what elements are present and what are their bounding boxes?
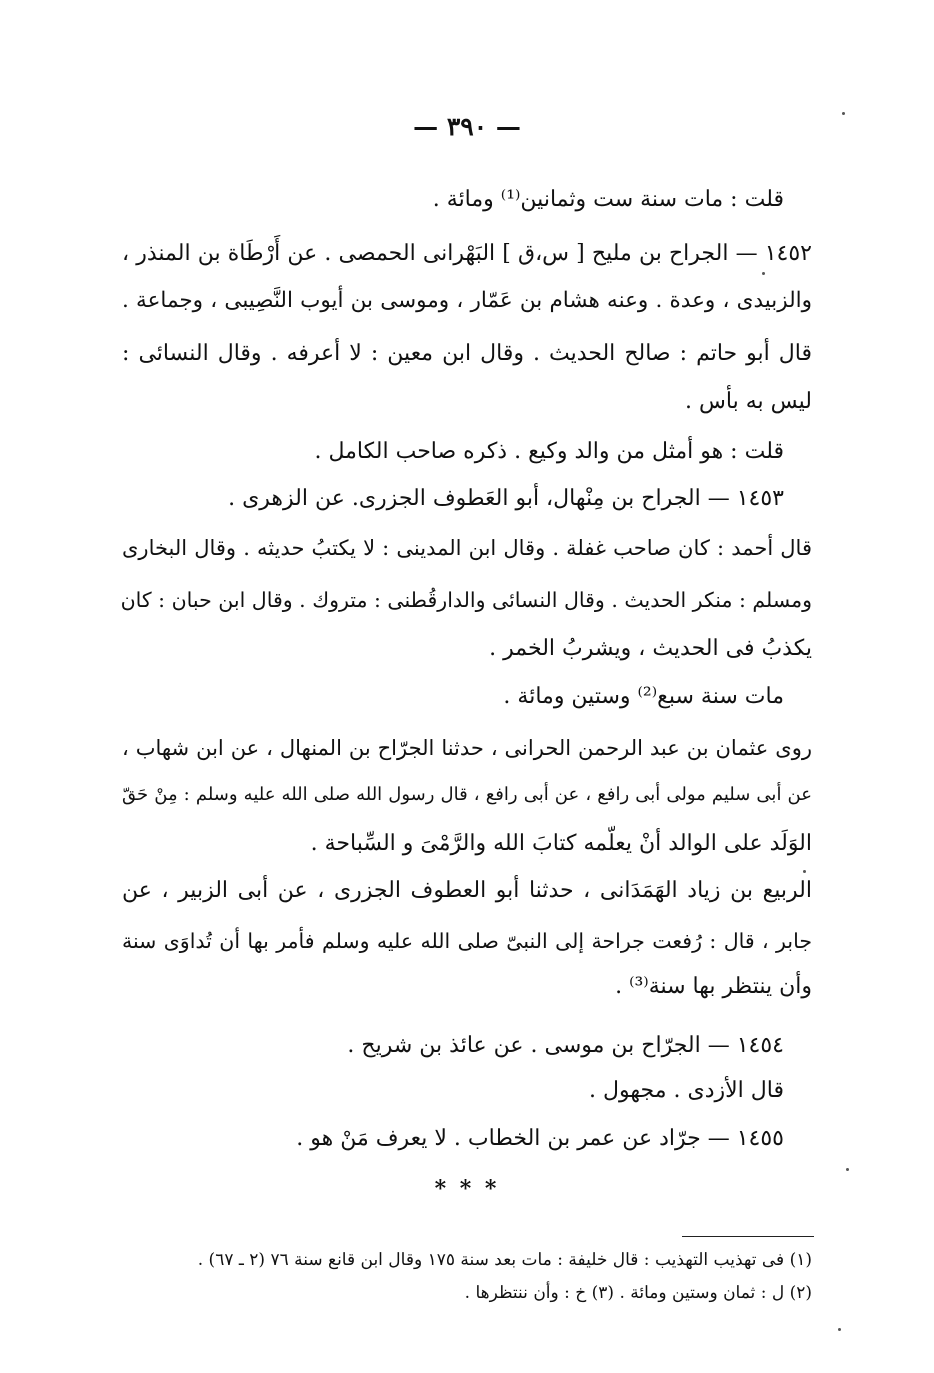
scan-speck	[842, 112, 845, 115]
text-line: قال الأزدى . مجهول .	[589, 1078, 784, 1103]
scan-speck	[846, 1168, 849, 1171]
scan-speck	[803, 870, 806, 873]
entry-heading-1455: ١٤٥٥ — جرّاد عن عمر بن الخطاب . لا يعرف مَنْ هو .	[296, 1126, 784, 1151]
text-line: قال أحمد : كان صاحب غفلة . وقال ابن المدينى : لا يكتبُ حديثه . وقال البخارى	[122, 536, 812, 560]
text-line: يكذبُ فى الحديث ، ويشربُ الخمر .	[489, 636, 812, 661]
entry-heading-1454: ١٤٥٤ — الجرّاح بن موسى . عن عائذ بن شريح .	[347, 1033, 784, 1058]
scan-speck	[838, 1328, 841, 1331]
text-line: وأن ينتظر بها سنة⁽³⁾ .	[615, 974, 812, 999]
page-number: — ٣٩٠ —	[413, 112, 521, 141]
text-line: قال أبو حاتم : صالح الحديث . وقال ابن معين : لا أعرفه . وقال النسائى :	[122, 341, 812, 366]
text-line: الوَلَد على الوالد أنْ يعلّمه كتابَ الله والرَّمْىَ و السِّباحة .	[310, 831, 812, 856]
footnote-2-3: (٢) ل : ثمان وستين ومائة . (٣) خ : وأن ننتظرها .	[464, 1283, 812, 1303]
text-line: مات سنة سبع⁽²⁾ وستين ومائة .	[503, 684, 784, 709]
footnote-1: (١) فى تهذيب التهذيب : قال خليفة : مات بعد سنة ١٧٥ وقال ابن قانع سنة ٧٦ (٢ ـ ٦٧) .	[197, 1250, 812, 1270]
text-line: ليس به بأس .	[685, 389, 812, 414]
entry-heading-1452: ١٤٥٢ — الجراح بن مليح [ س،ق ] البَهْرانى الحمصى . عن أَرْطَاة بن المنذر ،	[122, 241, 812, 266]
text-line: عن أبى سليم مولى أبى رافع ، عن أبى رافع ، قال رسول الله صلى الله عليه وسلم : مِنْ حَقّ	[122, 784, 812, 805]
text-line: جابر ، قال : رُفعت جراحة إلى النبىّ صلى الله عليه وسلم فأمر بها أن تُداوَى سنة	[122, 929, 812, 953]
scan-speck	[762, 272, 765, 275]
text-line: قلت : هو أمثل من والد وكيع . ذكره صاحب الكامل .	[314, 439, 784, 464]
text-line: روى عثمان بن عبد الرحمن الحرانى ، حدثنا الجرّاح بن المنهال ، عن ابن شهاب ،	[122, 736, 812, 760]
text-line: قلت : مات سنة ست وثمانين⁽¹⁾ ومائة .	[432, 187, 784, 212]
text-line: ومسلم : منكر الحديث . وقال النسائى والدارقُطنى : متروك . وقال ابن حبان : كان	[120, 588, 812, 612]
footnote-rule	[682, 1236, 814, 1237]
entry-heading-1453: ١٤٥٣ — الجراح بن مِنْهال، أبو العَطوف الجزرى. عن الزهرى .	[228, 486, 784, 511]
section-separator: * * *	[434, 1176, 500, 1202]
text-line: الربيع بن زياد الهَمَدَانى ، حدثنا أبو العطوف الجزرى ، عن أبى الزبير ، عن	[122, 878, 812, 903]
text-line: والزبيدى ، وعدة . وعنه هشام بن عَمّار ، وموسى بن أيوب النَّصِيبى ، وجماعة .	[122, 288, 812, 313]
